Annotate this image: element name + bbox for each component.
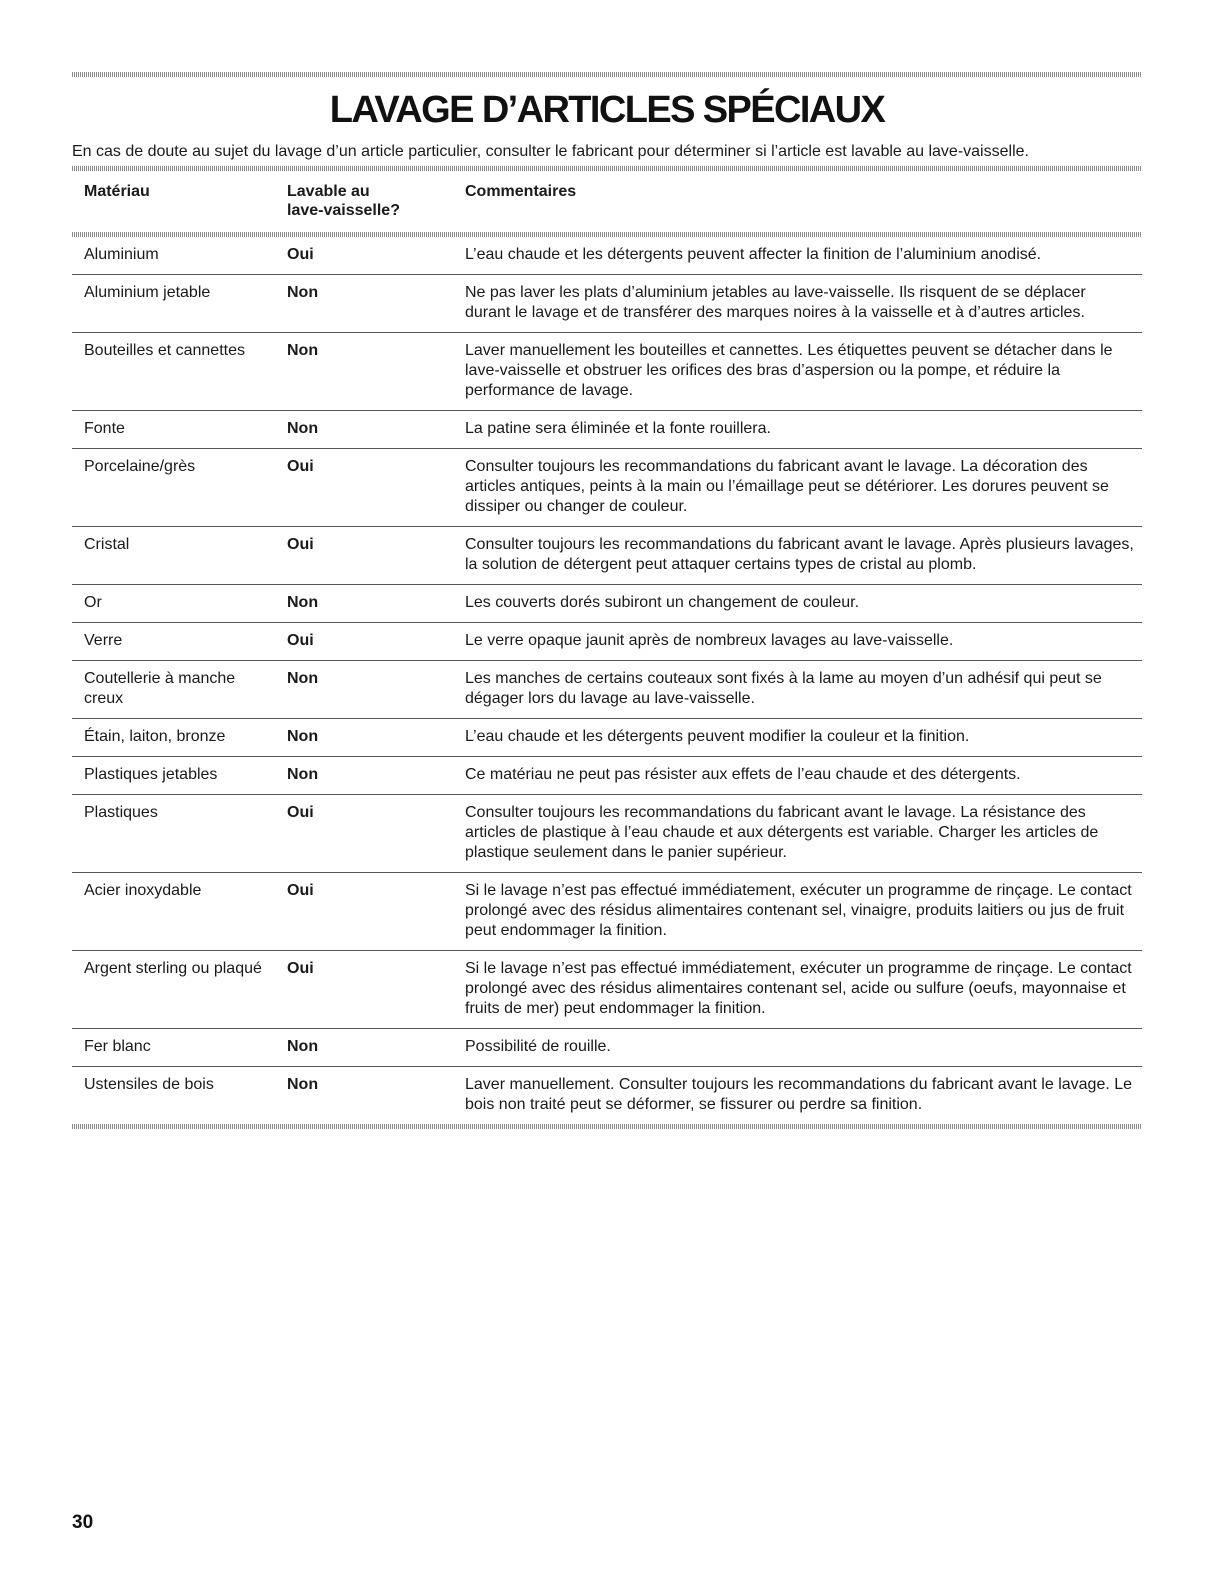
- cell-material: Fer blanc: [72, 1029, 287, 1067]
- cell-comment: L’eau chaude et les détergents peuvent modifier la couleur et la finition.: [465, 719, 1142, 757]
- cell-washable: Non: [287, 275, 465, 333]
- cell-material: Cristal: [72, 527, 287, 585]
- table-row: [72, 275, 1142, 333]
- cell-washable: Non: [287, 1029, 465, 1067]
- cell-comment: Consulter toujours les recommandations du fabricant avant le lavage. Après plusieurs lavages, la solution de détergent peut attaquer certains types de cristal au plomb.: [465, 527, 1142, 585]
- header-washable-line1: Lavable au: [287, 183, 370, 200]
- cell-material: Porcelaine/grès: [72, 449, 287, 527]
- table-row: [72, 951, 1142, 1029]
- special-items-table-wrap: [72, 166, 1142, 1129]
- intro-text: En cas de doute au sujet du lavage d’un article particulier, consulter le fabricant pour déterminer si l’article est lavable au lave-vaisselle.: [72, 143, 1029, 160]
- table-body: [72, 237, 1142, 1124]
- cell-comment: Consulter toujours les recommandations du fabricant avant le lavage. La décoration des articles antiques, peints à la main ou l’émaillage peut se détériorer. Les dorures peuvent se dissiper ou changer de couleur.: [465, 449, 1142, 527]
- cell-material: Aluminium jetable: [72, 275, 287, 333]
- cell-washable: Non: [287, 661, 465, 719]
- table-row: [72, 237, 1142, 275]
- cell-washable: Oui: [287, 527, 465, 585]
- cell-comment: Si le lavage n’est pas effectué immédiatement, exécuter un programme de rinçage. Le contact prolongé avec des résidus alimentaires contenant sel, acide ou sulfure (oeufs, mayonnaise et fruits de mer) peut endommager la finition.: [465, 951, 1142, 1029]
- cell-washable: Oui: [287, 449, 465, 527]
- cell-comment: L’eau chaude et les détergents peuvent affecter la finition de l’aluminium anodisé.: [465, 246, 1042, 263]
- cell-material: Ustensiles de bois: [72, 1067, 287, 1125]
- cell-material: Acier inoxydable: [72, 873, 287, 951]
- table-header: [72, 171, 1142, 232]
- cell-material: Étain, laiton, bronze: [72, 719, 287, 757]
- cell-material: Or: [72, 585, 287, 623]
- cell-washable: Non: [287, 757, 465, 795]
- table-row: [72, 719, 1142, 757]
- cell-comment: Consulter toujours les recommandations du fabricant avant le lavage. La résistance des articles de plastique à l’eau chaude et aux détergents est variable. Charger les articles de plastique seulement dans le panier supérieur.: [465, 795, 1142, 873]
- page-number: 30: [72, 1512, 94, 1533]
- table-row: [72, 1029, 1142, 1067]
- cell-comment: Laver manuellement. Consulter toujours les recommandations du fabricant avant le lavage. Le bois non traité peut se déformer, se fissurer ou perdre sa finition.: [465, 1067, 1142, 1125]
- table-row: [72, 623, 1142, 661]
- cell-material: Plastiques: [72, 795, 287, 873]
- cell-washable: Non: [287, 1067, 465, 1125]
- cell-washable: Oui: [287, 623, 465, 661]
- table-row: [72, 873, 1142, 951]
- cell-comment: Le verre opaque jaunit après de nombreux lavages au lave-vaisselle.: [465, 623, 1142, 661]
- special-items-table: [72, 171, 1142, 232]
- table-row: [72, 795, 1142, 873]
- cell-comment: Les manches de certains couteaux sont fixés à la lame au moyen d’un adhésif qui peut se dégager lors du lavage au lave-vaisselle.: [465, 661, 1142, 719]
- cell-washable: Oui: [287, 246, 314, 263]
- table-bottom-rule: [72, 1124, 1142, 1129]
- table-row: [72, 527, 1142, 585]
- header-material: Matériau: [84, 183, 150, 200]
- cell-material: Plastiques jetables: [72, 757, 287, 795]
- cell-comment: Les couverts dorés subiront un changement de couleur.: [465, 585, 1142, 623]
- table-row: [72, 333, 1142, 411]
- header-washable-line2: lave-vaisselle?: [287, 202, 400, 219]
- cell-washable: Non: [287, 333, 465, 411]
- page-title: LAVAGE D’ARTICLES SPÉCIAUX: [329, 89, 885, 131]
- cell-comment: Ce matériau ne peut pas résister aux effets de l’eau chaude et des détergents.: [465, 757, 1142, 795]
- table-row: [72, 1067, 1142, 1125]
- cell-material: Verre: [72, 623, 287, 661]
- cell-washable: Oui: [287, 951, 465, 1029]
- cell-material: Aluminium: [84, 246, 159, 263]
- cell-washable: Non: [287, 585, 465, 623]
- table-row: [72, 585, 1142, 623]
- table-row: [72, 757, 1142, 795]
- table-row: [72, 661, 1142, 719]
- cell-comment: La patine sera éliminée et la fonte rouillera.: [465, 411, 1142, 449]
- table-row: [72, 449, 1142, 527]
- cell-material: Argent sterling ou plaqué: [72, 951, 287, 1029]
- header-comments: Commentaires: [465, 183, 577, 200]
- cell-comment: Laver manuellement les bouteilles et cannettes. Les étiquettes peuvent se détacher dans le lave-vaisselle et obstruer les orifices des bras d’aspersion ou la pompe, et réduire la performance de lavage.: [465, 333, 1142, 411]
- cell-comment: Ne pas laver les plats d’aluminium jetables au lave-vaisselle. Ils risquent de se déplacer durant le lavage et de transférer des marques noires à la vaisselle et à d’autres articles.: [465, 275, 1142, 333]
- cell-washable: Non: [287, 719, 465, 757]
- cell-material: Coutellerie à manche creux: [72, 661, 287, 719]
- cell-comment: Possibilité de rouille.: [465, 1029, 1142, 1067]
- cell-washable: Oui: [287, 795, 465, 873]
- cell-washable: Oui: [287, 873, 465, 951]
- cell-comment: Si le lavage n’est pas effectué immédiatement, exécuter un programme de rinçage. Le contact prolongé avec des résidus alimentaires contenant sel, vinaigre, produits laitiers ou jus de fruit peut endommager la finition.: [465, 873, 1142, 951]
- top-rule: [72, 72, 1142, 77]
- special-items-table-body: [72, 237, 1142, 1124]
- header-washable: [287, 171, 465, 232]
- cell-material: Fonte: [72, 411, 287, 449]
- cell-washable: Non: [287, 411, 465, 449]
- cell-material: Bouteilles et cannettes: [72, 333, 287, 411]
- table-row: [72, 411, 1142, 449]
